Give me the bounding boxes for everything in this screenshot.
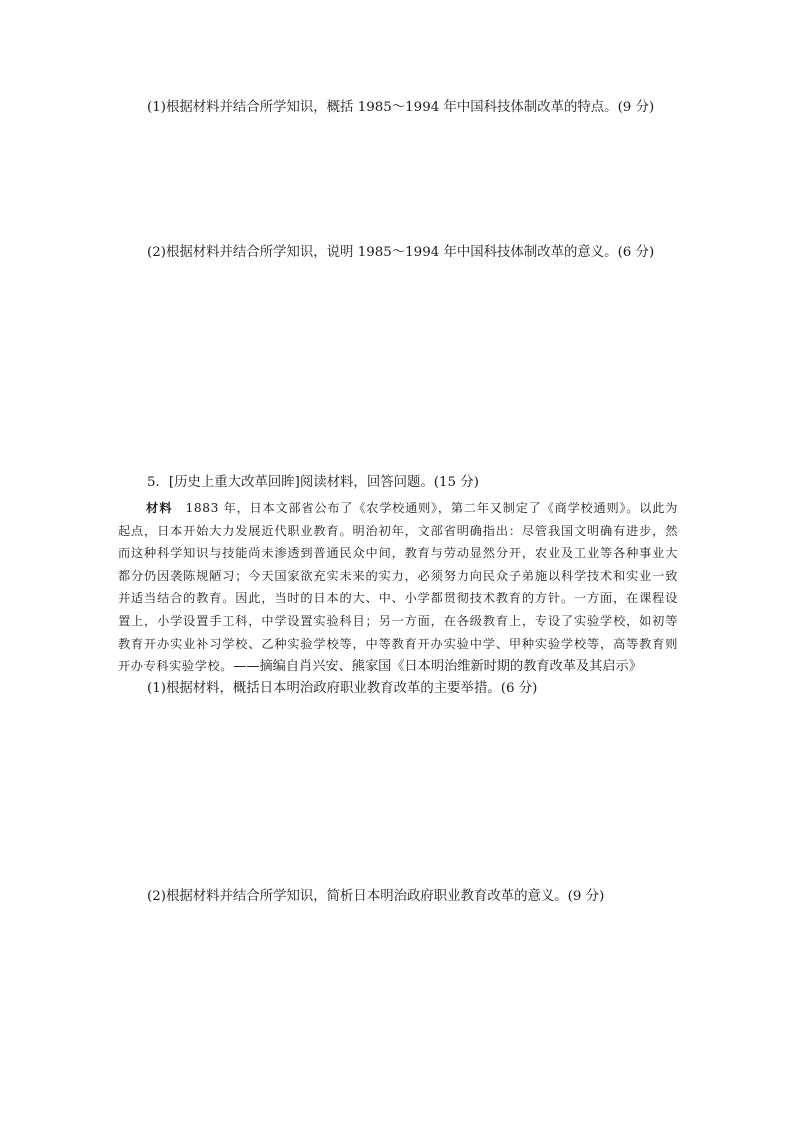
material-text: 1883 年，日本文部省公布了《农学校通则》，第二年又制定了《商学校通则》。以此为起点，日本开始大力发展近代职业教育。明治初年，文部省明确指出：尽管我国文明确有进步，然而这种科学知识与技能尚未渗透到普通民众中间，教育与劳动显然分开，农业及工业等各种事业大都分仍因袭陈规陋习；今天国家欲充实未来的实力，必须努力向民众子弟施以科学技术和实业一致并适当结合的教育。因此，当时的日本的大、中、小学都贯彻技术教育的方针。一方面，在课程设置上，小学设置手工科，中学设置实验科目；另一方面，在各级教育上，专设了实验学校，如初等教育开办实业补习学校、乙种实验学校等，中等教育开办实验中学、甲种实验学校等，高等教育则开办专科实验学校。	[118, 501, 678, 674]
question-5-material	[118, 497, 678, 679]
question-5-heading: 5．[历史上重大改革回眸]阅读材料，回答问题。(15 分)	[147, 475, 479, 490]
question-2-prompt: (2)根据材料并结合所学知识，说明 1985～1994 年中国科技体制改革的意义。(6 分)	[147, 245, 655, 260]
question-5-sub-1-prompt: (1)根据材料，概括日本明治政府职业教育改革的主要举措。(6 分)	[147, 681, 538, 696]
material-label: 材料	[146, 501, 173, 515]
question-5-sub-2-prompt: (2)根据材料并结合所学知识，简析日本明治政府职业教育改革的意义。(9 分)	[147, 889, 605, 904]
material-source: ——摘编自肖兴安、熊家国《日本明治维新时期的教育改革及其启示》	[233, 659, 642, 675]
question-1-prompt: (1)根据材料并结合所学知识，概括 1985～1994 年中国科技体制改革的特点。(9 分)	[147, 100, 655, 115]
